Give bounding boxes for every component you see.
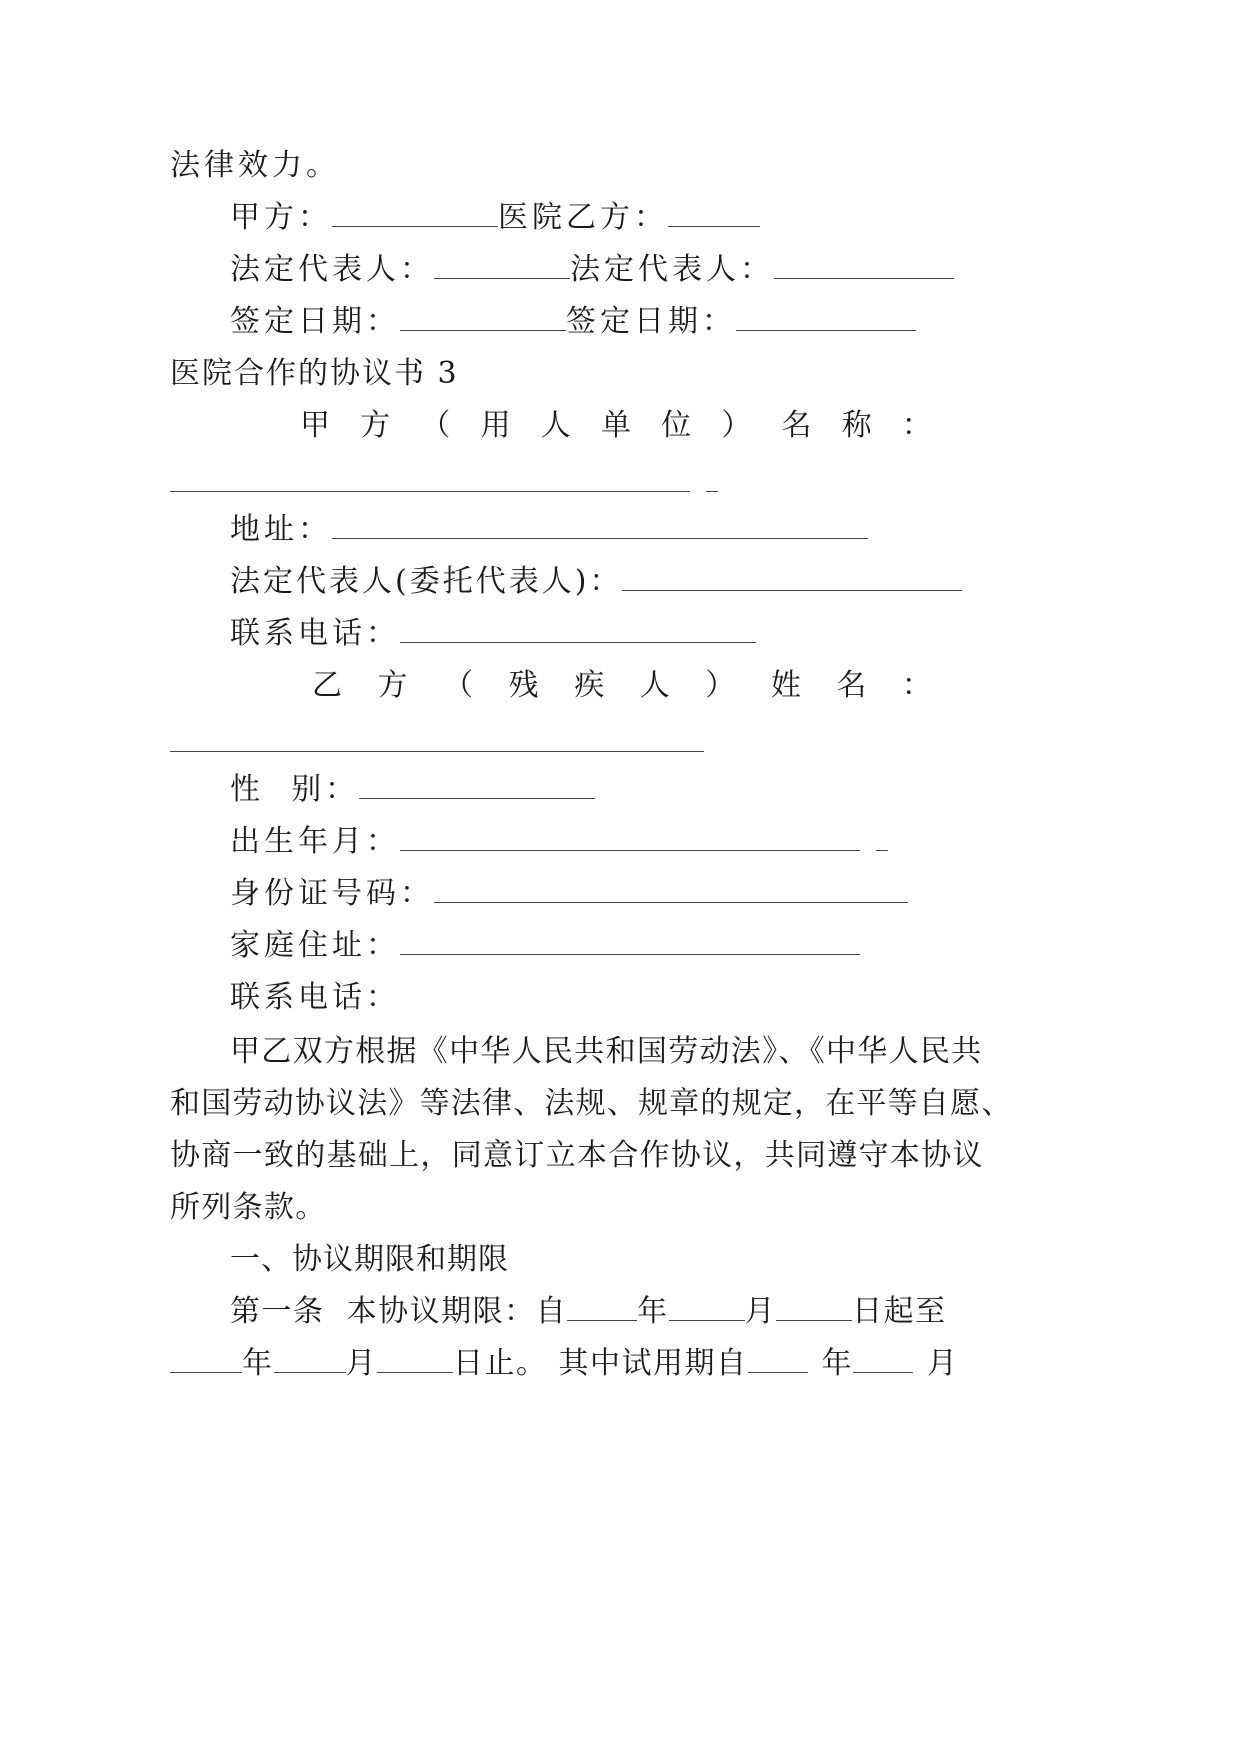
label-month: 月 — [744, 1294, 777, 1329]
label-gender: 性 别： — [230, 772, 360, 807]
party-a-name-char: 甲 — [300, 408, 330, 443]
line-address — [230, 510, 868, 550]
blank-gender[interactable] — [359, 774, 595, 799]
label-hospital-party-b: 医院乙方： — [498, 200, 668, 235]
para1-text-1: 甲乙双方根据《中华人民共和国劳动法》、《中华人民共 — [230, 1034, 983, 1069]
blank-birth-tail[interactable] — [876, 826, 888, 851]
label-day-from: 日起至 — [852, 1294, 947, 1329]
blank-party-a-name[interactable] — [170, 491, 690, 492]
party-a-name-char: 单 — [600, 408, 631, 443]
label-address: 地址： — [230, 512, 332, 547]
blank-sign-date-a[interactable] — [400, 306, 566, 331]
blank-start-year[interactable] — [567, 1296, 637, 1321]
label-end-month: 月 — [345, 1346, 377, 1381]
line-id-number — [230, 874, 908, 914]
label-id-number: 身份证号码： — [230, 876, 434, 911]
line-party-b-name — [312, 666, 932, 706]
para1-line4 — [170, 1188, 327, 1228]
blank-trial-year[interactable] — [748, 1348, 808, 1373]
article-1-line1 — [230, 1292, 947, 1332]
party-a-name-char: 位 — [661, 408, 692, 443]
label-year: 年 — [637, 1294, 669, 1329]
party-a-name-char: ： — [901, 408, 932, 443]
party-b-name-char: 乙 — [312, 668, 342, 703]
blank-party-b-name[interactable] — [170, 751, 704, 752]
line-home-address — [230, 926, 860, 966]
blank-end-month[interactable] — [274, 1348, 346, 1373]
party-a-name-char: 称 — [841, 408, 872, 443]
line-birth — [230, 822, 888, 862]
party-a-name-char: 用 — [480, 408, 511, 443]
section-title-3 — [170, 354, 459, 394]
label-home-address: 家庭住址： — [230, 928, 400, 963]
line-phone-b — [230, 978, 400, 1018]
para1-text-2: 和国劳动协议法》等法律、法规、规章的规定，在平等自愿、 — [170, 1086, 1013, 1121]
blank-legal-rep-b[interactable] — [774, 254, 954, 279]
title-text: 医院合作的协议书 3 — [170, 356, 459, 391]
blank-party-b[interactable] — [668, 202, 760, 227]
party-b-name-char: ： — [901, 668, 932, 703]
blank-party-a[interactable] — [332, 202, 498, 227]
line-legal-effect — [170, 146, 340, 186]
label-end-trial: 日止。 其中试用期自 — [453, 1346, 748, 1381]
line-phone-a — [230, 614, 756, 654]
label-sign-date-b: 签定日期： — [566, 304, 736, 339]
line-party-a-b — [230, 198, 760, 238]
blank-start-month[interactable] — [669, 1296, 745, 1321]
para1-line3 — [170, 1136, 984, 1176]
label-phone-b: 联系电话： — [230, 980, 400, 1015]
blank-rep-entrusted[interactable] — [622, 566, 962, 591]
label-phone-a: 联系电话： — [230, 616, 400, 651]
party-b-name-char: 疾 — [574, 668, 605, 703]
label-trial-month: 月 — [927, 1346, 959, 1381]
blank-start-day[interactable] — [776, 1296, 852, 1321]
blank-party-a-name-tail[interactable] — [706, 491, 718, 492]
label-party-a: 甲方： — [230, 200, 332, 235]
party-a-name-char: 名 — [781, 408, 812, 443]
article-1-line2 — [170, 1344, 959, 1384]
party-b-name-char: 残 — [508, 668, 539, 703]
blank-end-day[interactable] — [377, 1348, 453, 1373]
section-1-text: 一、协议期限和期限 — [230, 1242, 509, 1277]
line-rep-entrusted — [230, 562, 962, 602]
party-a-name-char: 人 — [540, 408, 571, 443]
line-gender — [230, 770, 595, 810]
label-legal-rep-a: 法定代表人： — [230, 252, 434, 287]
party-a-name-char: 方 — [360, 408, 391, 443]
blank-end-year[interactable] — [170, 1348, 242, 1373]
party-b-name-char: 名 — [836, 668, 867, 703]
section-1-heading — [230, 1240, 509, 1280]
label-end-year: 年 — [242, 1346, 274, 1381]
party-a-name-char: ） — [721, 408, 752, 443]
blank-birth[interactable] — [400, 826, 860, 851]
party-a-name-char: （ — [420, 408, 451, 443]
blank-trial-month[interactable] — [853, 1348, 913, 1373]
blank-address[interactable] — [332, 514, 868, 539]
blank-legal-rep-a[interactable] — [434, 254, 570, 279]
blank-sign-date-b[interactable] — [736, 306, 916, 331]
blank-phone-a[interactable] — [400, 618, 756, 643]
line-sign-date — [230, 302, 916, 342]
label-sign-date-a: 签定日期： — [230, 304, 400, 339]
party-b-name-char: 姓 — [770, 668, 801, 703]
blank-id-number[interactable] — [434, 878, 908, 903]
para1-text-3: 协商一致的基础上，同意订立本合作协议，共同遵守本协议 — [170, 1138, 984, 1173]
para1-text-4: 所列条款。 — [170, 1190, 327, 1225]
para1-line2 — [170, 1084, 1012, 1124]
party-b-name-char: （ — [443, 668, 474, 703]
blank-home-address[interactable] — [400, 930, 860, 955]
party-b-name-char: ） — [705, 668, 736, 703]
label-legal-rep-b: 法定代表人： — [570, 252, 774, 287]
party-b-name-char: 人 — [639, 668, 670, 703]
line-party-a-name — [300, 406, 932, 446]
party-b-name-char: 方 — [377, 668, 408, 703]
label-trial-year: 年 — [821, 1346, 854, 1381]
text-legal-effect: 法律效力。 — [170, 148, 340, 183]
label-birth: 出生年月： — [230, 824, 400, 859]
label-rep-entrusted: 法定代表人(委托代表人)： — [230, 564, 623, 599]
para1-line1 — [230, 1032, 983, 1072]
article-1-prefix: 第一条 本协议期限：自 — [230, 1294, 568, 1329]
line-legal-rep — [230, 250, 954, 290]
